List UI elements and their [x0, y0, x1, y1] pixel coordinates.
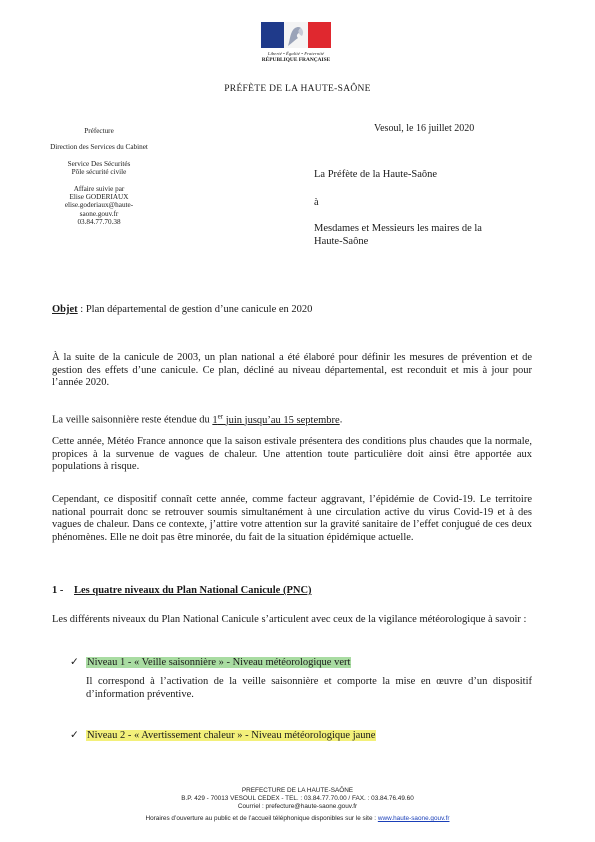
- subject-line: [52, 304, 312, 315]
- footer: [0, 787, 595, 823]
- sender-email-line2: saone.gouv.fr: [79, 209, 119, 218]
- sender-direction: Direction des Services du Cabinet: [50, 143, 148, 152]
- sender-phone: 03.84.77.70.38: [77, 218, 121, 227]
- footer-line4: [0, 815, 595, 823]
- republique-francaise-logo: [256, 22, 336, 70]
- sender-service-line2: Pôle sécurité civile: [71, 168, 127, 177]
- recipient-line1: Mesdames et Messieurs les maires de la: [314, 223, 482, 234]
- paragraph-3-text: Cette année, Météo France annonce que la saison estivale présentera des conditions plus chaudes que la normale, propices à la survenue de vagues de chaleur. Une attention toute particulière doit ainsi être apportée aux populations à risque.: [52, 436, 532, 473]
- level-1-desc: [86, 676, 532, 701]
- paragraph-2: [52, 410, 532, 427]
- footer-line1: PREFECTURE DE LA HAUTE-SAÔNE: [241, 787, 354, 794]
- authority-title: PRÉFÈTE DE LA HAUTE-SAÔNE: [224, 84, 371, 94]
- p2-date1-sup: er: [217, 412, 224, 420]
- logo-republic: RÉPUBLIQUE FRANÇAISE: [261, 57, 331, 63]
- level-1-desc-text: Il correspond à l’activation de la veille saisonnière et comporte la mise en œuvre d’un dispositif d’information préventive.: [86, 676, 532, 700]
- paragraph-4: [52, 494, 532, 544]
- from-line: La Préfète de la Haute-Saône: [314, 169, 438, 180]
- p2-date-rest: juin jusqu’au 15 septembre: [223, 414, 340, 426]
- sender-contact: [40, 185, 158, 227]
- section-1-number: 1 -: [52, 585, 64, 596]
- sender-block: [40, 127, 158, 235]
- footer-hours-text: Horaires d’ouverture au public et de l’accueil téléphonique disponibles sur le site :: [145, 815, 378, 822]
- level-1-label: Niveau 1 - « Veille saisonnière » - Niveau météorologique vert: [87, 657, 351, 668]
- section-1-heading: [52, 585, 312, 596]
- section-1-intro: [52, 614, 532, 627]
- checkmark-icon: ✓: [70, 730, 79, 741]
- to-word: à: [314, 197, 319, 208]
- sender-name: Elise GODERIAUX: [69, 193, 129, 202]
- subject-label: Objet: [52, 304, 78, 315]
- website-link[interactable]: www.haute-saone.gouv.fr: [377, 815, 450, 822]
- sender-followed-by: Affaire suivie par: [73, 184, 125, 193]
- letter-date: Vesoul, le 16 juillet 2020: [374, 123, 475, 134]
- paragraph-2-text: [52, 410, 532, 427]
- sender-service-line1: Service Des Sécurités: [67, 159, 131, 168]
- p2-date1-num: 1: [212, 414, 218, 426]
- subject-text: : Plan départemental de gestion d’une canicule en 2020: [77, 304, 313, 315]
- level-1-item: [70, 656, 351, 668]
- recipient: [314, 222, 482, 248]
- marianne-flag-icon: [261, 22, 331, 48]
- p2-before: La veille saisonnière reste étendue du: [52, 414, 213, 426]
- logo-motto: Liberté • Égalité • Fraternité: [267, 51, 325, 56]
- footer-line3: Courriel : prefecture@haute-saone.gouv.fr: [237, 803, 358, 810]
- section-1-intro-text: Les différents niveaux du Plan National Canicule s’articulent avec ceux de la vigilance météorologique à savoir :: [52, 614, 527, 625]
- paragraph-4-text: Cependant, ce dispositif connaît cette année, comme facteur aggravant, l’épidémie de Covid-19. Le territoire national pourrait donc se retrouver soumis simultanément à une circulation active du virus Covid-19 et à des vagues de chaleur. Dans ce contexte, j’attire votre attention sur la gravité sanitaire de l’effet conjugué de ces deux phénomènes. Elle ne doit pas être minorée, du fait de la situation épidémique actuelle.: [52, 494, 532, 543]
- footer-line2: B.P. 429 - 70013 VESOUL CEDEX - TEL. : 03.84.77.70.00 / FAX. : 03.84.76.49.60: [181, 795, 414, 802]
- sender-office: Préfecture: [84, 127, 114, 135]
- checkmark-icon: ✓: [70, 657, 79, 668]
- sender-email-line1: elise.goderiaux@haute-: [64, 201, 134, 210]
- sender-service: [40, 160, 158, 177]
- recipient-line2: Haute-Saône: [314, 236, 369, 247]
- level-2-item: [70, 729, 376, 741]
- paragraph-3: [52, 436, 532, 474]
- section-1-title: Les quatre niveaux du Plan National Canicule (PNC): [74, 585, 312, 596]
- level-2-label: Niveau 2 - « Avertissement chaleur » - Niveau météorologique jaune: [87, 730, 376, 741]
- p2-dates: [212, 412, 340, 426]
- paragraph-1-text: À la suite de la canicule de 2003, un plan national a été élaboré pour définir les mesures de prévention et de gestion des effets d’une canicule. Ce plan, décliné au niveau départemental, est reconduit et mis à jour pour l’année 2020.: [52, 352, 532, 389]
- paragraph-1: [52, 352, 532, 390]
- p2-after: .: [339, 414, 343, 426]
